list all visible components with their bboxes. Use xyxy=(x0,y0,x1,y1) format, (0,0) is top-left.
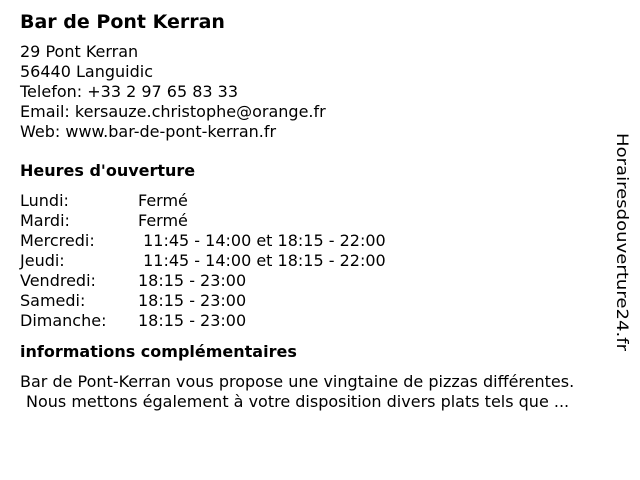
hours-row-lundi xyxy=(20,191,610,211)
hours-row-samedi xyxy=(20,291,610,311)
hours-time: 18:15 - 23:00 xyxy=(138,311,247,330)
email-text: Email: kersauze.christophe@orange.fr xyxy=(20,102,326,121)
hours-day: Mercredi: xyxy=(20,231,95,250)
hours-day: Jeudi: xyxy=(20,251,65,270)
hours-row-mercredi xyxy=(20,231,610,251)
contact-info xyxy=(20,42,610,142)
hours-time: 18:15 - 23:00 xyxy=(138,271,247,290)
hours-time: 11:45 - 14:00 et 18:15 - 22:00 xyxy=(138,231,386,250)
hours-day: Mardi: xyxy=(20,211,70,230)
page-title: Bar de Pont Kerran xyxy=(20,11,225,33)
hours-row-vendredi xyxy=(20,271,610,291)
address-line-2: 56440 Languidic xyxy=(20,62,153,81)
hours-day: Vendredi: xyxy=(20,271,96,290)
opening-hours-heading: Heures d'ouverture xyxy=(20,161,196,180)
hours-day: Samedi: xyxy=(20,291,86,310)
hours-row-mardi xyxy=(20,211,610,231)
description-text xyxy=(20,372,630,412)
watermark-svg xyxy=(610,133,634,351)
hours-time: 18:15 - 23:00 xyxy=(138,291,247,310)
description-line-2: Nous mettons également à votre disposition divers plats tels que ... xyxy=(26,392,570,411)
description-line-1: Bar de Pont-Kerran vous propose une vingtaine de pizzas différentes. xyxy=(20,372,575,391)
phone-text: Telefon: +33 2 97 65 83 33 xyxy=(20,82,239,101)
hours-time: Fermé xyxy=(138,211,188,230)
watermark-text: Horairesdouverture24.fr xyxy=(613,133,632,327)
hours-day: Dimanche: xyxy=(20,311,107,330)
hours-row-jeudi xyxy=(20,251,610,271)
site-watermark xyxy=(610,133,634,351)
website-text: Web: www.bar-de-pont-kerran.fr xyxy=(20,122,277,141)
hours-row-dimanche xyxy=(20,311,610,331)
hours-time: Fermé xyxy=(138,191,188,210)
hours-time: 11:45 - 14:00 et 18:15 - 22:00 xyxy=(138,251,386,270)
hours-day: Lundi: xyxy=(20,191,69,210)
opening-hours-list xyxy=(20,191,610,331)
business-card xyxy=(20,10,610,412)
address-line-1: 29 Pont Kerran xyxy=(20,42,139,61)
additional-info-heading: informations complémentaires xyxy=(20,342,297,361)
